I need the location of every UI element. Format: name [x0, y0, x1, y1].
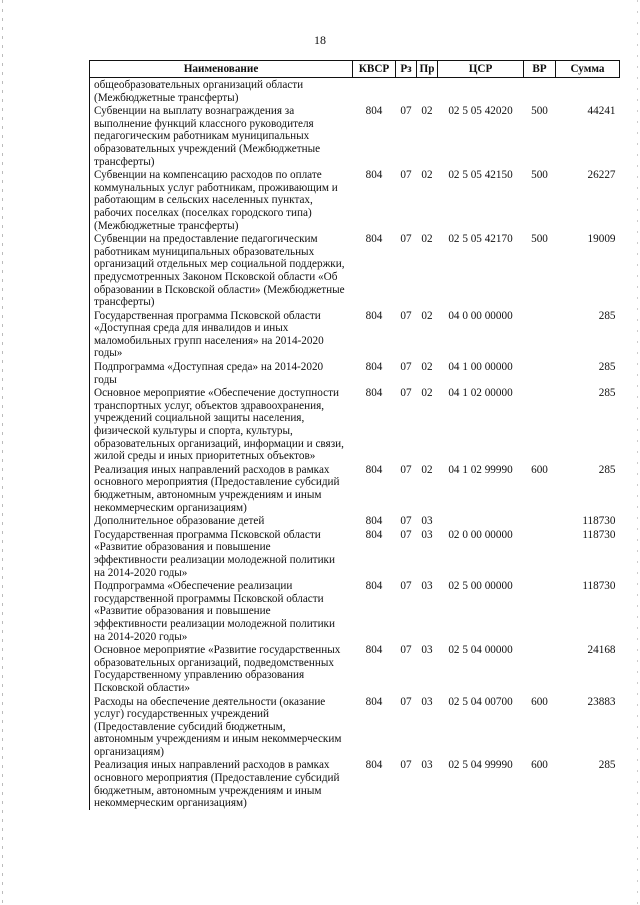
row-sum: 285 — [598, 387, 616, 400]
row-sum: 118730 — [582, 528, 616, 541]
header-kvsr: КВСР — [353, 61, 396, 78]
row-kvsr: 804 — [365, 105, 383, 118]
header-rz: Рз — [396, 61, 417, 78]
header-row — [90, 61, 620, 78]
row-vr: 600 — [531, 463, 548, 476]
row-rz: 07 — [400, 515, 412, 528]
row-vr: 500 — [531, 169, 548, 182]
row-sum — [556, 78, 620, 105]
row-sum: 24168 — [587, 644, 616, 657]
row-rz: 07 — [400, 387, 412, 400]
row-sum: 118730 — [582, 580, 616, 593]
row-sum: 118730 — [582, 515, 616, 528]
row-csr: 02 0 00 00000 — [448, 528, 513, 541]
row-rz: 07 — [400, 233, 412, 246]
row-sum: 44241 — [587, 105, 616, 118]
row-csr: 02 5 04 99990 — [448, 759, 513, 772]
row-kvsr: 804 — [365, 361, 383, 374]
row-vr — [524, 643, 556, 694]
row-csr: 04 0 00 00000 — [448, 309, 513, 322]
row-kvsr: 804 — [365, 695, 383, 708]
row-rz: 07 — [400, 105, 412, 118]
row-pr: 02 — [421, 387, 433, 400]
row-rz: 07 — [400, 759, 412, 772]
row-rz: 07 — [400, 361, 412, 374]
table-row — [90, 758, 620, 809]
row-vr — [524, 78, 556, 105]
row-name: Государственная программа Псковской области «Развитие образования и повышение эффективности реализации молодежной политики на 2014-2020 годы» — [94, 528, 335, 579]
row-csr: 04 1 00 00000 — [448, 361, 513, 374]
scan-edge-left — [2, 0, 3, 905]
row-pr: 02 — [421, 233, 433, 246]
table-row — [90, 463, 620, 514]
row-name: Субвенции на предоставление педагогическим работникам муниципальных образовательных организаций отдельных мер социальной поддержки, предусмотренных Законом Псковской области «Об образовании в Псковской области» (Межбюджетные трансферты) — [94, 233, 345, 309]
table-row — [90, 360, 620, 386]
row-name: общеобразовательных организаций области (Межбюджетные трансферты) — [94, 79, 304, 104]
row-pr: 02 — [421, 361, 433, 374]
row-pr: 02 — [421, 169, 433, 182]
row-name: Реализация иных направлений расходов в рамках основного мероприятия (Предоставление субсидий бюджетным, автономным учреждениям и иным некоммерческим организациям) — [94, 759, 340, 810]
row-vr: 500 — [531, 105, 548, 118]
row-name: Субвенции на компенсацию расходов по оплате коммунальных услуг работникам, проживающим и работающим в сельских населенных пунктах, рабочих поселках (поселках городского типа) (Межбюджетные трансферты) — [94, 169, 338, 232]
row-pr: 03 — [421, 695, 433, 708]
row-pr: 03 — [421, 644, 433, 657]
row-csr — [438, 514, 524, 528]
row-kvsr — [353, 78, 396, 105]
row-csr: 02 5 04 00000 — [448, 644, 513, 657]
row-vr — [524, 386, 556, 463]
row-name: Государственная программа Псковской области «Доступная среда для инвалидов и иных маломобильных групп населения» на 2014-2020 годы» — [94, 309, 324, 360]
header-sum: Сумма — [556, 61, 620, 78]
row-vr: 600 — [531, 759, 548, 772]
table-row — [90, 643, 620, 694]
row-name: Основное мероприятие «Развитие государственных образовательных организаций, подведомственных Государственному управлению образования Псковской области» — [94, 644, 341, 694]
row-sum: 285 — [598, 309, 616, 322]
row-name: Подпрограмма «Доступная среда» на 2014-2020 годы — [94, 361, 324, 386]
row-sum: 26227 — [587, 169, 616, 182]
row-csr: 02 5 04 00700 — [448, 695, 513, 708]
row-kvsr: 804 — [365, 759, 383, 772]
row-kvsr: 804 — [365, 528, 383, 541]
row-csr: 04 1 02 99990 — [448, 463, 513, 476]
row-pr: 02 — [421, 463, 433, 476]
row-rz: 07 — [400, 695, 412, 708]
table-body — [90, 78, 620, 810]
row-name: Подпрограмма «Обеспечение реализации государственной программы Псковской области «Развитие образования и повышение эффективности реализации молодежной политики на 2014-2020 годы» — [94, 580, 335, 643]
row-name: Реализация иных направлений расходов в рамках основного мероприятия (Предоставление субсидий бюджетным, автономным учреждениям и иным некоммерческим организациям) — [94, 463, 340, 514]
table-row — [90, 579, 620, 643]
table-header — [90, 61, 620, 78]
row-pr: 03 — [421, 528, 433, 541]
row-pr: 02 — [421, 105, 433, 118]
row-pr — [417, 78, 438, 105]
row-kvsr: 804 — [365, 463, 383, 476]
row-vr — [524, 579, 556, 643]
row-csr: 02 5 05 42150 — [448, 169, 513, 182]
row-name: Дополнительное образование детей — [94, 515, 265, 528]
row-sum: 285 — [598, 759, 616, 772]
header-pr: Пр — [417, 61, 438, 78]
row-kvsr: 804 — [365, 387, 383, 400]
row-vr — [524, 309, 556, 360]
row-csr — [438, 78, 524, 105]
budget-table — [89, 60, 620, 810]
scan-edge-right — [637, 0, 638, 905]
row-vr: 600 — [531, 695, 548, 708]
header-vr: ВР — [524, 61, 556, 78]
row-pr: 03 — [421, 759, 433, 772]
table-row — [90, 104, 620, 168]
row-csr: 02 5 00 00000 — [448, 580, 513, 593]
table-row — [90, 695, 620, 759]
row-rz: 07 — [400, 309, 412, 322]
page-number: 18 — [314, 33, 326, 47]
table-row — [90, 309, 620, 360]
row-sum: 23883 — [587, 695, 616, 708]
row-vr — [524, 360, 556, 386]
row-vr — [524, 514, 556, 528]
header-csr: ЦСР — [438, 61, 524, 78]
row-name: Основное мероприятие «Обеспечение доступности транспортных услуг, объектов здравоохранения, учреждений социальной защиты населения, физической культуры и спорта, культуры, образовательных организаций, информации и связи, жилой среды и иных приоритетных объектов» — [94, 387, 344, 463]
row-pr: 03 — [421, 515, 433, 528]
table-row — [90, 232, 620, 309]
table-row — [90, 168, 620, 232]
row-kvsr: 804 — [365, 644, 383, 657]
table-row — [90, 514, 620, 528]
row-csr: 02 5 05 42020 — [448, 105, 513, 118]
row-sum: 19009 — [587, 233, 616, 246]
row-kvsr: 804 — [365, 515, 383, 528]
row-pr: 03 — [421, 580, 433, 593]
row-rz: 07 — [400, 169, 412, 182]
row-kvsr: 804 — [365, 309, 383, 322]
row-rz: 07 — [400, 644, 412, 657]
row-sum: 285 — [598, 463, 616, 476]
row-name: Расходы на обеспечение деятельности (оказание услуг) государственных учреждений (Предоставление субсидий бюджетным, автономным учреждениям и иным некоммерческим организациям) — [94, 695, 342, 758]
row-kvsr: 804 — [365, 233, 383, 246]
row-name: Субвенции на выплату вознаграждения за выполнение функций классного руководителя педагогическим работникам муниципальных образовательных учреждений (Межбюджетные трансферты) — [94, 105, 321, 168]
row-sum: 285 — [598, 361, 616, 374]
header-name: Наименование — [90, 61, 353, 78]
row-vr — [524, 528, 556, 579]
row-pr: 02 — [421, 309, 433, 322]
table-row — [90, 386, 620, 463]
row-rz: 07 — [400, 528, 412, 541]
row-kvsr: 804 — [365, 169, 383, 182]
row-rz: 07 — [400, 463, 412, 476]
table-row — [90, 78, 620, 105]
row-vr: 500 — [531, 233, 548, 246]
row-csr: 02 5 05 42170 — [448, 233, 513, 246]
row-rz — [396, 78, 417, 105]
row-rz: 07 — [400, 580, 412, 593]
row-kvsr: 804 — [365, 580, 383, 593]
table-row — [90, 528, 620, 579]
row-csr: 04 1 02 00000 — [448, 387, 513, 400]
